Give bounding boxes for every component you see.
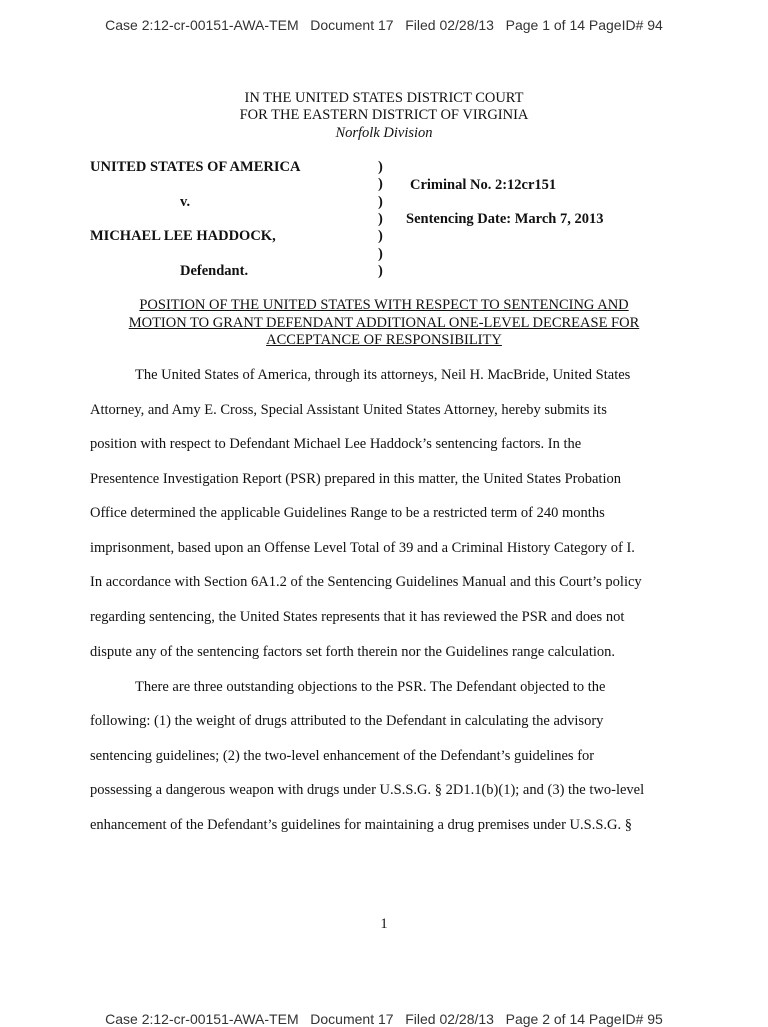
caption-paren: ) xyxy=(378,194,383,210)
caption-paren: ) xyxy=(378,228,383,244)
body-line: possessing a dangerous weapon with drugs under U.S.S.G. § 2D1.1(b)(1); and (3) the two-level xyxy=(90,782,645,798)
sentencing-date: Sentencing Date: March 7, 2013 xyxy=(406,211,604,227)
motion-title-line-1: POSITION OF THE UNITED STATES WITH RESPECT TO SENTENCING AND xyxy=(139,297,629,313)
caption-defendant-label: Defendant. xyxy=(180,263,249,279)
body-line: regarding sentencing, the United States represents that it has reviewed the PSR and does not xyxy=(90,609,625,625)
motion-title-line-2: MOTION TO GRANT DEFENDANT ADDITIONAL ONE-LEVEL DECREASE FOR xyxy=(128,315,640,331)
body-line: sentencing guidelines; (2) the two-level enhancement of the Defendant’s guidelines for xyxy=(90,748,595,764)
body-line: enhancement of the Defendant’s guidelines for maintaining a drug premises under U.S.S.G. § xyxy=(90,817,633,833)
court-name-line-1: IN THE UNITED STATES DISTRICT COURT xyxy=(244,90,524,106)
caption-paren: ) xyxy=(378,211,383,227)
body-line: dispute any of the sentencing factors set forth therein nor the Guidelines range calculation. xyxy=(90,644,616,660)
body-line: imprisonment, based upon an Offense Level Total of 39 and a Criminal History Category of I. xyxy=(90,540,635,556)
caption-versus: v. xyxy=(180,194,191,210)
caption-paren: ) xyxy=(378,263,383,279)
body-line: Presentence Investigation Report (PSR) prepared in this matter, the United States Probation xyxy=(90,471,621,487)
court-division: Norfolk Division xyxy=(335,125,433,141)
ecf-header-stamp: Case 2:12-cr-00151-AWA-TEM Document 17 Filed 02/28/13 Page 1 of 14 PageID# 94 xyxy=(105,17,663,33)
criminal-number: Criminal No. 2:12cr151 xyxy=(410,177,557,193)
body-line: Office determined the applicable Guidelines Range to be a restricted term of 240 months xyxy=(90,505,605,521)
court-name-line-2: FOR THE EASTERN DISTRICT OF VIRGINIA xyxy=(239,107,529,123)
body-line: In accordance with Section 6A1.2 of the Sentencing Guidelines Manual and this Court’s policy xyxy=(90,574,642,590)
caption-paren: ) xyxy=(378,159,383,175)
caption-paren: ) xyxy=(378,246,383,262)
motion-title-line-3: ACCEPTANCE OF RESPONSIBILITY xyxy=(266,332,502,348)
body-line: There are three outstanding objections to the PSR. The Defendant objected to the xyxy=(135,679,606,695)
body-line: The United States of America, through its attorneys, Neil H. MacBride, United States xyxy=(135,367,631,383)
body-line: position with respect to Defendant Michael Lee Haddock’s sentencing factors. In the xyxy=(90,436,582,452)
caption-paren: ) xyxy=(378,176,383,192)
ecf-header-stamp-next-page: Case 2:12-cr-00151-AWA-TEM Document 17 Filed 02/28/13 Page 2 of 14 PageID# 95 xyxy=(105,1011,663,1027)
caption-plaintiff: UNITED STATES OF AMERICA xyxy=(90,159,301,175)
body-line: Attorney, and Amy E. Cross, Special Assistant United States Attorney, hereby submits its xyxy=(90,402,607,418)
page-number: 1 xyxy=(380,916,388,932)
caption-defendant-name: MICHAEL LEE HADDOCK, xyxy=(90,228,276,244)
body-line: following: (1) the weight of drugs attributed to the Defendant in calculating the advisory xyxy=(90,713,604,729)
